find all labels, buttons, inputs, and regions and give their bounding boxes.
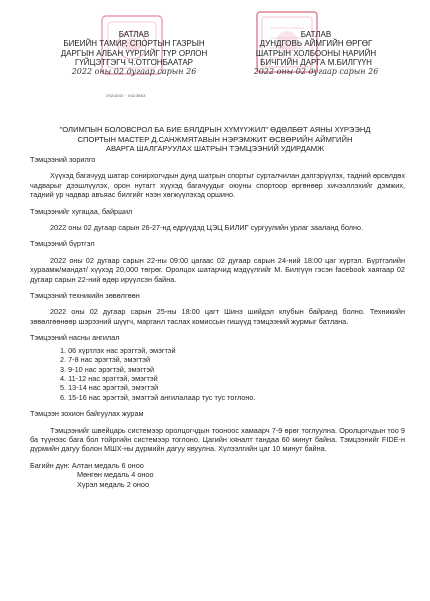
categories-heading: Тэмцээний насны ангилал xyxy=(30,333,120,343)
left-stamp-serial: 2924002 · 0023863 xyxy=(106,93,146,98)
registration-heading: Тэмцээний бүртгэл xyxy=(30,239,95,249)
right-approval-line-2: ШАТРЫН ХОЛБООНЫ НАРИЙН xyxy=(255,48,377,58)
prize-line: Мөнгөн медаль 4 оноо xyxy=(77,470,154,480)
prize-line: Хүрэл медаль 2 оноо xyxy=(77,479,150,489)
category-item: 1. 06 хүртлэх нас эрэгтэй, эмэгтэй xyxy=(60,345,176,355)
category-item: 5. 13-14 нас эрэгтэй, эмэгтэй xyxy=(60,383,159,393)
left-approval-line-2: ДАРГЫН АЛБАН ҮҮРГИЙГ ТҮР ОРЛОН xyxy=(60,48,208,58)
prizes-label: Багийн дүн: xyxy=(30,460,72,470)
prize-line: Алтан медаль 6 оноо xyxy=(71,460,144,470)
technical-heading: Тэмцээний техникийн зөвөлгөөн xyxy=(30,291,140,301)
right-approval-date: 2022 оны 02 дугаар сарын 26 xyxy=(253,67,379,77)
left-approval-line-3: ГҮЙЦЭТГЭГЧ Ч.ОТГОНБААТАР xyxy=(74,57,193,67)
left-approval-text xyxy=(44,30,224,76)
document-title xyxy=(20,125,410,154)
category-item: 4. 11-12 нас эрэгтэй, эмэгтэй xyxy=(60,373,158,383)
goal-text: Хүүхэд багачууд шатар сонирхогчдын дунд шатрын спортыг сурталчилан дэлгэрүүлэх, тадний өрсөлдөх чадварыг дээшлүүлэх, орон нутагт хүүхэд багачуудыг оюуны спортоор өргөнөөр хичээллэхийг дэмжих, тадний ур чадвар авъяас билгийг нээн хөгжүүлэхэд оршино. xyxy=(30,171,405,200)
venue-text: 2022 оны 02 дугаар сарын 26-27-нд едрүүдэд ЦЭЦ БИЛИГ сургуулийн урлаг заалан​д болно. xyxy=(50,223,364,233)
right-approval-text xyxy=(232,30,400,76)
venue-heading: Тэмцээнийг хугацаа, байршил xyxy=(30,206,133,216)
left-approval-line-1: БИЕИЙН ТАМИР, СПОРТЫН ГАЗРЫН xyxy=(63,39,205,49)
left-approval-date: 2022 оны 02 дугаар сарын 26 xyxy=(71,67,197,77)
right-approval-block xyxy=(232,8,400,120)
prizes-block xyxy=(30,461,405,489)
title-line-3: АВАРГА ШАЛГАРУУЛАХ ШАТРЫН ТЭМЦЭЭНИЙ УДИРДАМЖ xyxy=(105,144,325,154)
left-approval-heading: БАТЛАВ xyxy=(118,30,150,39)
registration-text: 2022 оны 02 дугаар сарын 22-ны 09:00 цагаас 02 дугаар сарын 24-ний 18:00 цаг хүртэл. Бүртгэлийн хураамж/мандат/ хүүхэд 20,000 төгрөг. Оролцох шатарчид мэдүүлгийг М. Билгүүн гэсэн facebook хаягаар 02 дугаар сарын 22-ний өдөр ирүүлсэн байна. xyxy=(30,255,405,284)
title-line-2: СПОРТЫН МАСТЕР Д.САНЖМЯТАВЫН НЭРЭМЖИТ ӨСВӨРИЙН АЙМГИЙН xyxy=(77,134,353,144)
right-approval-heading: БАТЛАВ xyxy=(300,30,332,39)
technical-text: 2022 оны 02 дугаар сарын 25-ны 18:00 цагт Шинэ шийдэл клубын байранд болно. Техникийн зөвөлгөөнөөр шэрэзний шүүгч, марганл таслах комиссын гишүүд тэмцээний журмыг батлана. xyxy=(30,307,405,326)
goal-heading: Тэмцээний зорилго xyxy=(30,155,96,164)
rules-text: Тэмцээнийг швейцарь системээр оролцогчдын тооноос хамаарч 7-9 өрөг тоглуулна. Оролцогчдын тоо 9 ба түүнээс бага бол тойргийн системээр тоглоно. Цагийн хяналт тандаа 60 минут байна. Тэмцээнийг FIDE-н дүрмийн дагуу болон МШХ-ны дүрмийн дагуу явуулна. Хүлээлгийн цаг 10 минут байна. xyxy=(30,425,405,454)
rules-heading: Тэмцээн зохион байгуулах журам xyxy=(30,409,144,419)
category-item: 2. 7-8 нас эрэгтэй, эмэгтэй xyxy=(60,355,151,365)
left-approval-block xyxy=(44,8,224,120)
right-approval-line-1: ДУНДГОВЬ АЙМГИЙН ӨРГӨГ xyxy=(259,39,373,49)
category-item: 6. 15-16 нас эрэгтэй, эмэгтэй ангилалаар тус тус тоглоно. xyxy=(60,392,256,402)
document-body xyxy=(30,155,405,489)
category-item: 3. 9-10 нас эрэгтэй, эмэгтэй xyxy=(60,364,155,374)
right-approval-line-3: БИЧГИЙН ДАРГА М.БИЛГҮҮН xyxy=(260,57,372,67)
title-line-1: "ОЛИМПЫН БОЛОВСРОЛ БА БИЕ БЯЛДРЫН ХҮМҮҮЖИЛ" ӨДӨЛБӨТ АЯНЫ ХҮРЭЭНД xyxy=(59,125,371,134)
